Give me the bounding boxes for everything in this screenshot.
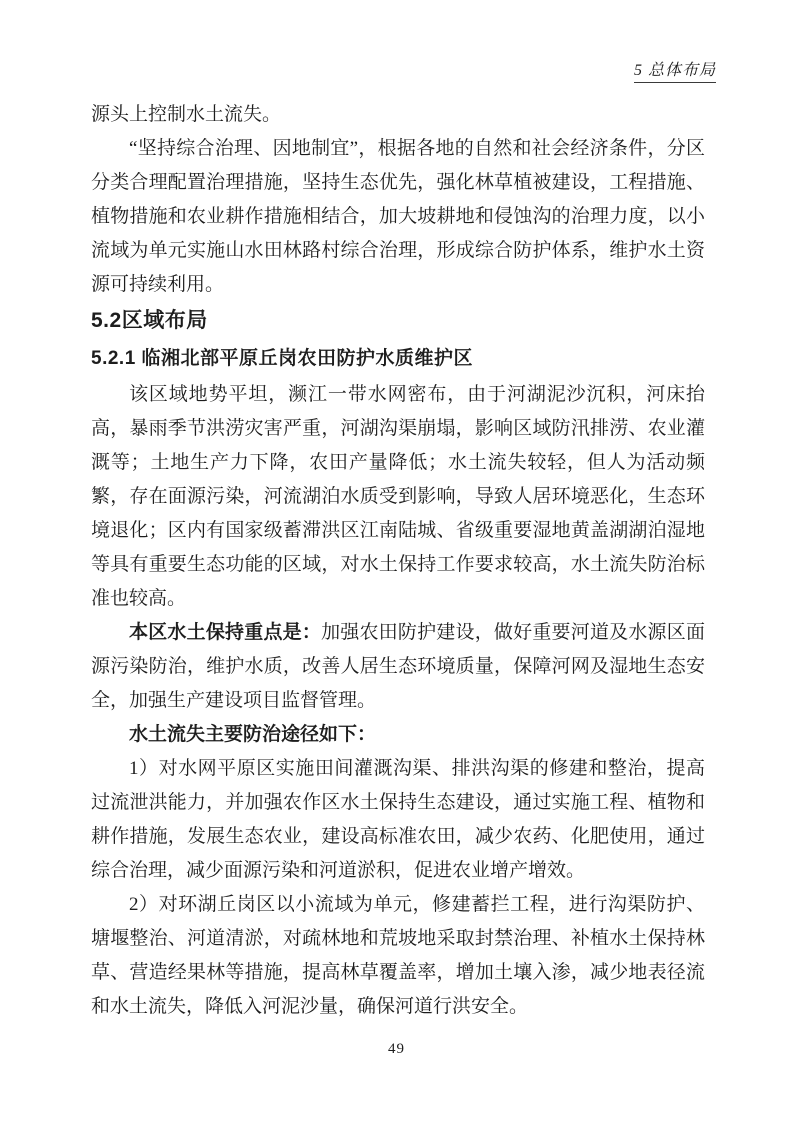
page-footer bbox=[0, 1040, 793, 1058]
paragraph-item-1: 1）对水网平原区实施田间灌溉沟渠、排洪沟渠的修建和整治，提高过流泄洪能力，并加强农作区水土保持生态建设，通过实施工程、植物和耕作措施，发展生态农业，建设高标准农田，减少农药、化肥使用，通过综合治理，减少面源污染和河道淤积，促进农业增产增效。 bbox=[91, 758, 705, 881]
paragraph-conservation-focus bbox=[91, 616, 705, 718]
paragraph-policy: “坚持综合治理、因地制宜”，根据各地的自然和社会经济条件，分区分类合理配置治理措施，坚持生态优先，强化林草植被建设，工程措施、植物措施和农业耕作措施相结合，加大坡耕地和侵蚀沟的治理力度，以小流域为单元实施山水田林路村综合治理，形成综合防护体系，维护水土资源可持续利用。 bbox=[91, 138, 705, 295]
conservation-focus-lead: 本区水土保持重点是： bbox=[129, 622, 322, 643]
conservation-focus-rest: 加强农田防护建设，做好重要河道及水源区面源污染防治，维护水质，改善人居生态环境质量，保障河网及湿地生态安全，加强生产建设项目监督管理。 bbox=[91, 622, 705, 711]
page-header bbox=[634, 57, 716, 80]
heading-5-2-1: 5.2.1 临湘北部平原丘岗农田防护水质维护区 bbox=[91, 348, 474, 369]
paragraph-pathways-heading: 水土流失主要防治途径如下： bbox=[129, 724, 377, 745]
page-content bbox=[91, 98, 705, 1024]
paragraph-region-description: 该区域地势平坦，濒江一带水网密布，由于河湖泥沙沉积，河床抬高，暴雨季节洪涝灾害严重，河湖沟渠崩塌，影响区域防汛排涝、农业灌溉等；土地生产力下降，农田产量降低；水土流失较轻，但人为活动频繁，存在面源污染，河流湖泊水质受到影响，导致人居环境恶化，生态环境退化；区内有国家级蓄滞洪区江南陆城、省级重要湿地黄盖湖湖泊湿地等具有重要生态功能的区域，对水土保持工作要求较高，水土流失防治标准也较高。 bbox=[91, 384, 705, 609]
running-head: 5 总体布局 bbox=[634, 62, 716, 83]
heading-5-2: 5.2区域布局 bbox=[91, 309, 208, 332]
page-number: 49 bbox=[388, 1041, 405, 1057]
paragraph-item-2: 2）对环湖丘岗区以小流域为单元，修建蓄拦工程，进行沟渠防护、塘堰整治、河道清淤，对疏林地和荒坡地采取封禁治理、补植水土保持林草、营造经果林等措施，提高林草覆盖率，增加土壤入渗，减少地表径流和水土流失，降低入河泥沙量，确保河道行洪安全。 bbox=[91, 894, 705, 1017]
paragraph-continued: 源头上控制水土流失。 bbox=[91, 104, 282, 125]
